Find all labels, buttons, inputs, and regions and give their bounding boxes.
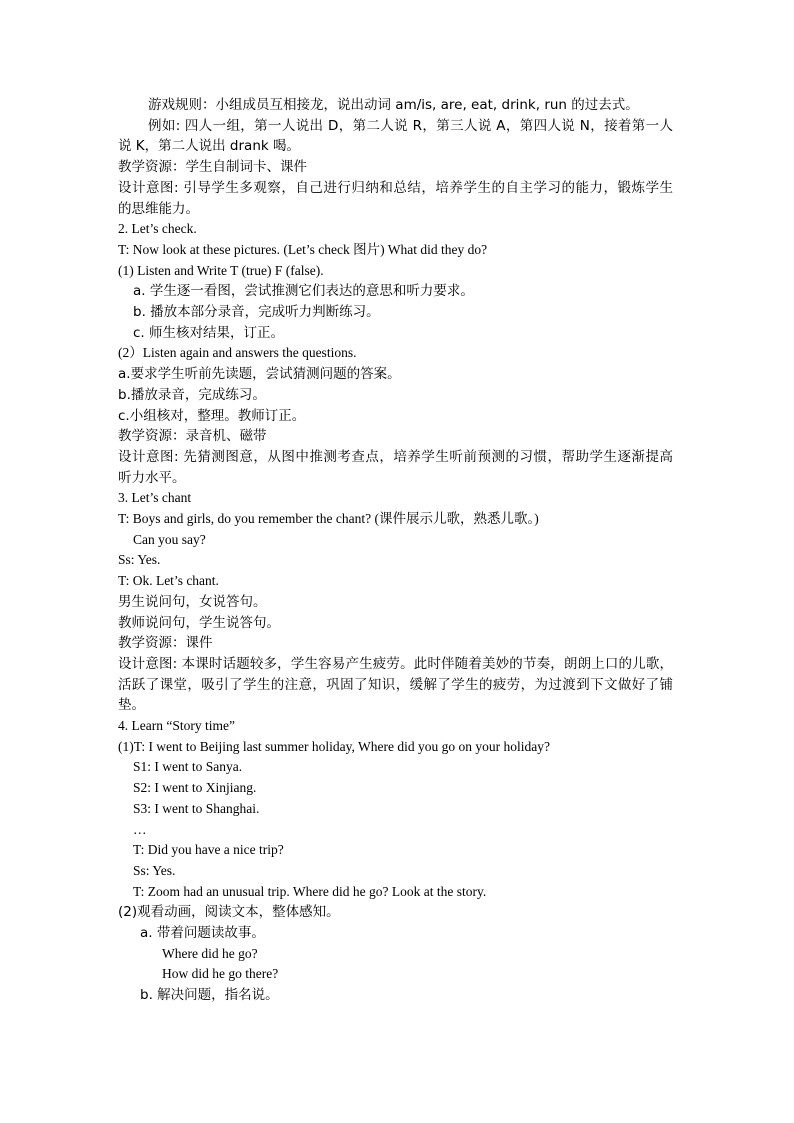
- text-line: 说 K，第二人说出 drank 喝。: [118, 138, 300, 155]
- text-line: a.要求学生听前先读题，尝试猜测问题的答案。: [118, 366, 401, 383]
- text-line: (2)观看动画，阅读文本，整体感知。: [118, 904, 340, 921]
- text-line: a. 学生逐一看图，尝试推测它们表达的意思和听力要求。: [133, 283, 474, 300]
- text-line: a. 带着问题读故事。: [140, 925, 265, 941]
- text-line: …: [133, 821, 147, 837]
- text-line: b.播放录音，完成练习。: [118, 386, 266, 403]
- text-line: 教学资源：学生自制词卡、课件: [118, 159, 307, 176]
- text-line: 教学资源：课件: [118, 635, 213, 652]
- text-line: 男生说问句，女说答句。: [118, 593, 267, 610]
- text-line: S3: I went to Shanghai.: [133, 800, 260, 816]
- text-line: 游戏规则：小组成员互相接龙，说出动词 am/is, are, eat, drink, run 的过去式。: [148, 97, 639, 113]
- text-line: (1) Listen and Write T (true) F (false).: [118, 262, 324, 278]
- text-line: 4. Learn “Story time”: [118, 718, 235, 733]
- text-line: How did he go there?: [162, 966, 279, 982]
- text-line: b. 解决问题，指名说。: [140, 987, 279, 1004]
- text-line: 3. Let’s chant: [118, 490, 192, 506]
- text-line: T: Ok. Let’s chant.: [118, 573, 219, 589]
- text-line: 设计意图: 先猜测图意，从图中推测考查点，培养学生听前预测的习惯，帮助学生逐渐提高: [118, 448, 673, 465]
- text-line: 例如: 四人一组，第一人说出 D，第二人说 R，第三人说 A，第四人说 N，接着第一人: [148, 117, 673, 134]
- text-line: c. 师生核对结果，订正。: [133, 324, 285, 341]
- text-line: 设计意图: 引导学生多观察，自己进行归纳和总结，培养学生的自主学习的能力，锻炼学生: [118, 179, 673, 196]
- text-line: (1)T: I went to Beijing last summer holiday, Where did you go on your holiday?: [118, 738, 550, 754]
- text-line: T: Boys and girls, do you remember the chant? (课件展示儿歌，熟悉儿歌。): [118, 511, 539, 526]
- text-line: 设计意图: 本课时话题较多，学生容易产生疲劳。此时伴随着美妙的节奏，朗朗上口的儿歌，: [118, 655, 673, 672]
- text-line: 教学资源：录音机、磁带: [118, 428, 267, 445]
- text-line: 听力水平。: [118, 469, 186, 486]
- text-line: Where did he go?: [162, 945, 258, 961]
- text-line: b. 播放本部分录音，完成听力判断练习。: [133, 304, 380, 320]
- text-line: T: Zoom had an unusual trip. Where did he go? Look at the story.: [133, 883, 487, 899]
- text-line: T: Now look at these pictures. (Let’s check 图片) What did they do?: [118, 241, 488, 257]
- text-line: S1: I went to Sanya.: [133, 759, 243, 775]
- text-line: 教师说问句，学生说答句。: [118, 614, 280, 631]
- text-line: 的思维能力。: [118, 200, 199, 217]
- text-line: T: Did you have a nice trip?: [133, 842, 284, 858]
- text-line: 活跃了课堂，吸引了学生的注意，巩固了知识，缓解了学生的疲劳，为过渡到下文做好了铺: [118, 676, 673, 693]
- text-line: 垫。: [118, 697, 145, 714]
- text-line: S2: I went to Xinjiang.: [133, 780, 257, 796]
- text-line: (2）Listen again and answers the questions.: [118, 345, 357, 361]
- text-line: c.小组核对，整理。教师订正。: [118, 407, 306, 424]
- text-line: Ss: Yes.: [133, 862, 176, 878]
- text-line: Can you say?: [133, 531, 206, 547]
- text-line: Ss: Yes.: [118, 552, 161, 568]
- text-line: 2. Let’s check.: [118, 221, 197, 237]
